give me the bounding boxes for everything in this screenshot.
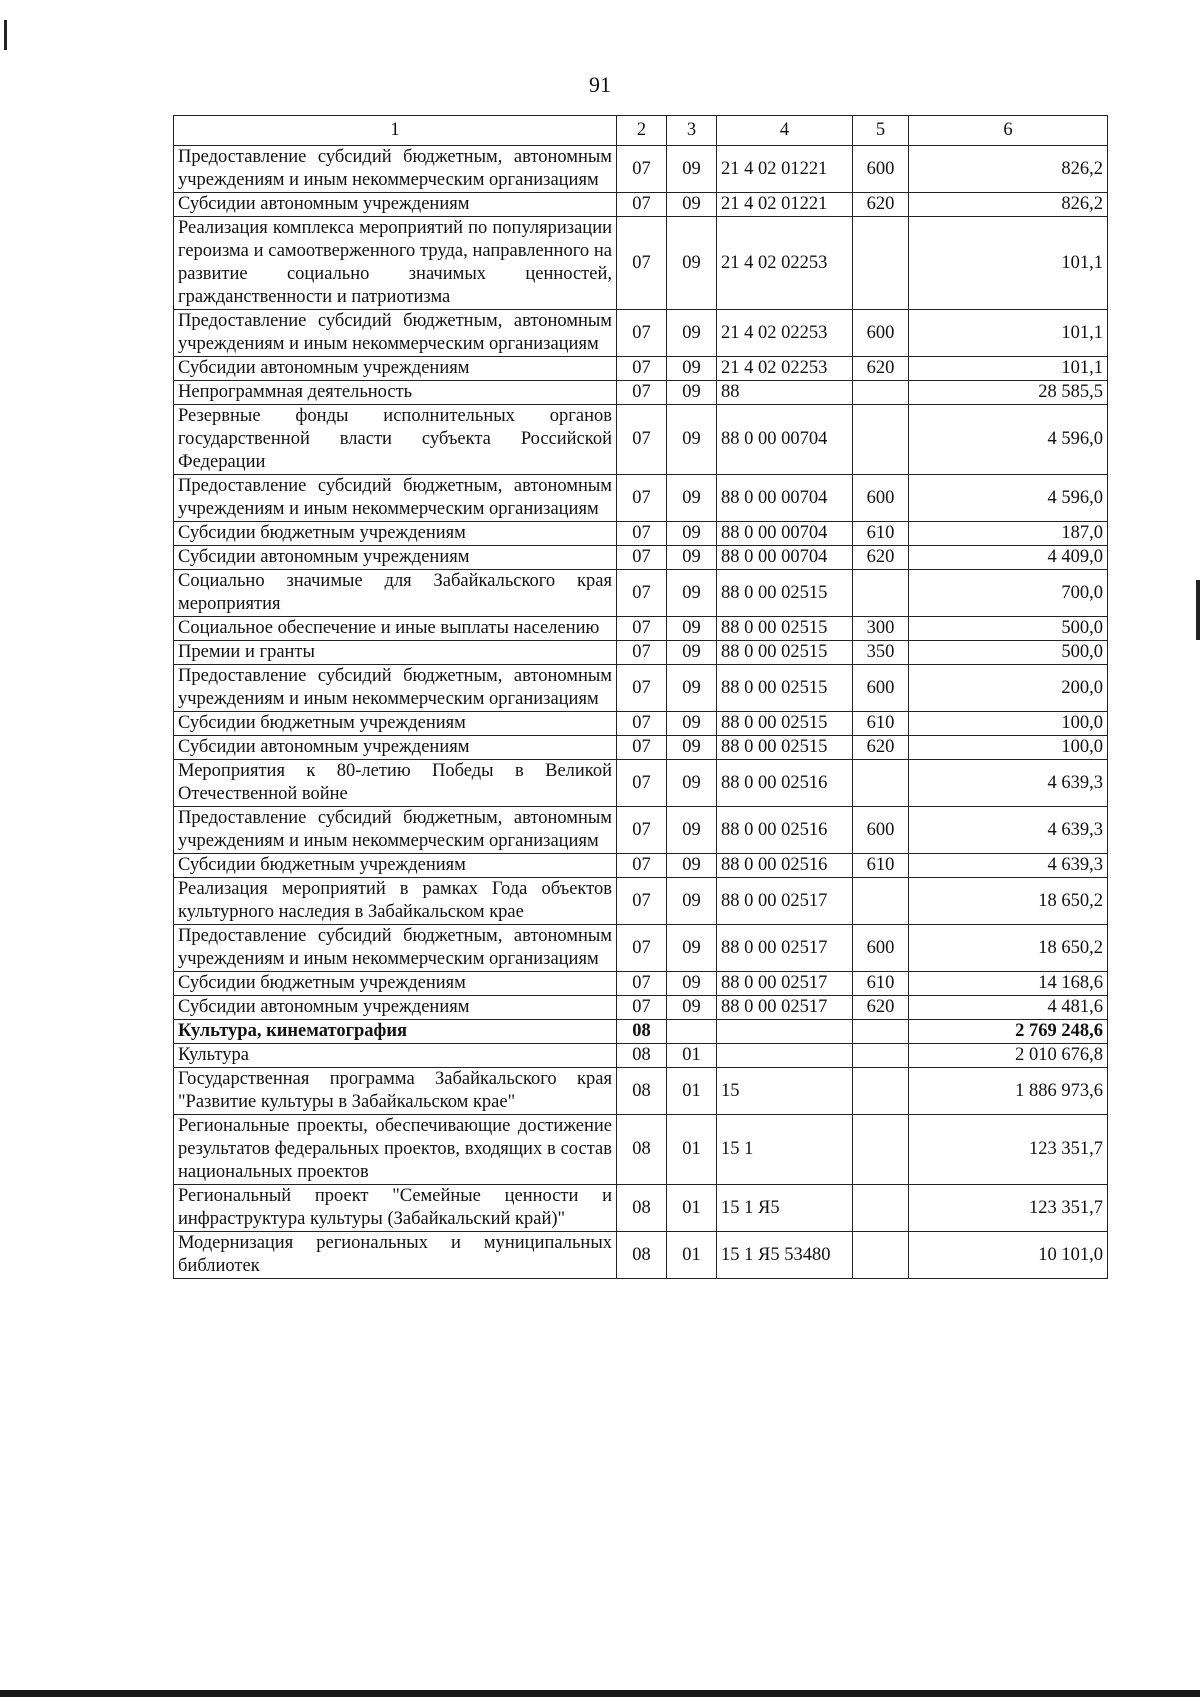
subsection-cell: 09 — [667, 146, 717, 193]
page-number: 91 — [589, 72, 611, 97]
table-row — [174, 925, 1108, 972]
row-name-cell: Предоставление субсидий бюджетным, автономным учреждениям и иным некоммерческим организациям — [174, 807, 617, 854]
table-row — [174, 522, 1108, 546]
target-article-cell: 88 0 00 02517 — [717, 925, 853, 972]
expense-type-cell: 600 — [853, 310, 909, 357]
amount-cell: 101,1 — [909, 217, 1108, 310]
amount-cell: 4 596,0 — [909, 405, 1108, 475]
amount-cell: 500,0 — [909, 641, 1108, 665]
section-cell: 07 — [617, 193, 667, 217]
amount-cell: 100,0 — [909, 736, 1108, 760]
expense-type-cell — [853, 1185, 909, 1232]
header-col-4: 4 — [717, 116, 853, 146]
expense-type-cell: 600 — [853, 807, 909, 854]
subsection-cell: 09 — [667, 357, 717, 381]
section-cell: 07 — [617, 522, 667, 546]
expense-type-cell — [853, 1115, 909, 1185]
target-article-cell: 15 1 Я5 — [717, 1185, 853, 1232]
subsection-cell: 09 — [667, 972, 717, 996]
target-article-cell: 88 — [717, 381, 853, 405]
section-cell: 07 — [617, 878, 667, 925]
subsection-cell: 09 — [667, 925, 717, 972]
expense-type-cell: 610 — [853, 972, 909, 996]
scan-mark — [4, 20, 7, 50]
subsection-cell: 09 — [667, 310, 717, 357]
expense-type-cell: 620 — [853, 546, 909, 570]
subsection-cell: 09 — [667, 760, 717, 807]
table-row — [174, 1020, 1108, 1044]
target-article-cell: 88 0 00 02515 — [717, 641, 853, 665]
row-name-cell: Региональный проект "Семейные ценности и инфраструктура культуры (Забайкальский край)" — [174, 1185, 617, 1232]
amount-cell: 28 585,5 — [909, 381, 1108, 405]
amount-cell: 700,0 — [909, 570, 1108, 617]
expense-type-cell — [853, 405, 909, 475]
header-col-1: 1 — [174, 116, 617, 146]
row-name-cell: Государственная программа Забайкальского края "Развитие культуры в Забайкальском крае" — [174, 1068, 617, 1115]
expense-type-cell: 600 — [853, 665, 909, 712]
section-cell: 08 — [617, 1185, 667, 1232]
section-cell: 07 — [617, 807, 667, 854]
expense-type-cell — [853, 570, 909, 617]
subsection-cell: 09 — [667, 996, 717, 1020]
section-cell: 08 — [617, 1044, 667, 1068]
subsection-cell: 09 — [667, 405, 717, 475]
table-row — [174, 570, 1108, 617]
row-name-cell: Региональные проекты, обеспечивающие достижение результатов федеральных проектов, входящих в состав национальных проектов — [174, 1115, 617, 1185]
subsection-cell: 09 — [667, 546, 717, 570]
section-cell: 07 — [617, 475, 667, 522]
row-name-cell: Субсидии автономным учреждениям — [174, 736, 617, 760]
header-col-5: 5 — [853, 116, 909, 146]
target-article-cell: 15 1 Я5 53480 — [717, 1232, 853, 1279]
section-cell: 07 — [617, 146, 667, 193]
table-row — [174, 357, 1108, 381]
expense-type-cell — [853, 217, 909, 310]
expense-type-cell: 620 — [853, 357, 909, 381]
row-name-cell: Субсидии бюджетным учреждениям — [174, 972, 617, 996]
target-article-cell: 88 0 00 00704 — [717, 522, 853, 546]
budget-table — [173, 115, 1108, 1279]
section-cell: 07 — [617, 665, 667, 712]
section-cell: 07 — [617, 310, 667, 357]
table-row — [174, 665, 1108, 712]
row-name-cell: Социально значимые для Забайкальского края мероприятия — [174, 570, 617, 617]
header-col-6: 6 — [909, 116, 1108, 146]
section-cell: 07 — [617, 570, 667, 617]
expense-type-cell: 600 — [853, 925, 909, 972]
row-name-cell: Резервные фонды исполнительных органов государственной власти субъекта Российской Федерации — [174, 405, 617, 475]
amount-cell: 101,1 — [909, 357, 1108, 381]
amount-cell: 10 101,0 — [909, 1232, 1108, 1279]
subsection-cell: 09 — [667, 712, 717, 736]
table-row — [174, 546, 1108, 570]
expense-type-cell: 600 — [853, 146, 909, 193]
row-name-cell: Субсидии автономным учреждениям — [174, 357, 617, 381]
table-row — [174, 878, 1108, 925]
subsection-cell: 09 — [667, 878, 717, 925]
table-row — [174, 1232, 1108, 1279]
section-cell: 08 — [617, 1232, 667, 1279]
row-name-cell: Субсидии бюджетным учреждениям — [174, 522, 617, 546]
target-article-cell: 88 0 00 02517 — [717, 996, 853, 1020]
amount-cell: 500,0 — [909, 617, 1108, 641]
row-name-cell: Предоставление субсидий бюджетным, автономным учреждениям и иным некоммерческим организациям — [174, 665, 617, 712]
amount-cell: 14 168,6 — [909, 972, 1108, 996]
section-cell: 07 — [617, 217, 667, 310]
amount-cell: 2 769 248,6 — [909, 1020, 1108, 1044]
expense-type-cell — [853, 1232, 909, 1279]
target-article-cell: 21 4 02 02253 — [717, 217, 853, 310]
table-row — [174, 1115, 1108, 1185]
table-row — [174, 217, 1108, 310]
row-name-cell: Субсидии автономным учреждениям — [174, 546, 617, 570]
expense-type-cell: 350 — [853, 641, 909, 665]
table-row — [174, 1068, 1108, 1115]
header-col-3: 3 — [667, 116, 717, 146]
section-cell: 07 — [617, 854, 667, 878]
subsection-cell: 09 — [667, 617, 717, 641]
table-row — [174, 641, 1108, 665]
amount-cell: 4 639,3 — [909, 854, 1108, 878]
section-cell: 07 — [617, 972, 667, 996]
table-row — [174, 405, 1108, 475]
subsection-cell: 01 — [667, 1044, 717, 1068]
amount-cell: 4 409,0 — [909, 546, 1108, 570]
amount-cell: 187,0 — [909, 522, 1108, 546]
table-row — [174, 381, 1108, 405]
section-cell: 07 — [617, 641, 667, 665]
amount-cell: 826,2 — [909, 193, 1108, 217]
target-article-cell: 15 1 — [717, 1115, 853, 1185]
row-name-cell: Модернизация региональных и муниципальных библиотек — [174, 1232, 617, 1279]
table-row — [174, 996, 1108, 1020]
section-cell: 07 — [617, 381, 667, 405]
table-row — [174, 193, 1108, 217]
subsection-cell: 09 — [667, 381, 717, 405]
target-article-cell: 88 0 00 02516 — [717, 760, 853, 807]
amount-cell: 4 481,6 — [909, 996, 1108, 1020]
section-cell: 07 — [617, 357, 667, 381]
row-name-cell: Непрограммная деятельность — [174, 381, 617, 405]
amount-cell: 100,0 — [909, 712, 1108, 736]
table-row — [174, 617, 1108, 641]
expense-type-cell — [853, 760, 909, 807]
row-name-cell: Социальное обеспечение и иные выплаты населению — [174, 617, 617, 641]
row-name-cell: Мероприятия к 80-летию Победы в Великой Отечественной войне — [174, 760, 617, 807]
target-article-cell: 15 — [717, 1068, 853, 1115]
table-row — [174, 1185, 1108, 1232]
target-article-cell: 88 0 00 02517 — [717, 972, 853, 996]
target-article-cell: 21 4 02 01221 — [717, 193, 853, 217]
expense-type-cell — [853, 1020, 909, 1044]
scan-border — [0, 1690, 1200, 1697]
section-cell: 07 — [617, 760, 667, 807]
table-row — [174, 760, 1108, 807]
expense-type-cell: 610 — [853, 522, 909, 546]
target-article-cell: 21 4 02 01221 — [717, 146, 853, 193]
row-name-cell: Субсидии бюджетным учреждениям — [174, 854, 617, 878]
row-name-cell: Реализация комплекса мероприятий по популяризации героизма и самоотверженного труда, направленного на развитие социально значимых ценностей, гражданственности и патриотизма — [174, 217, 617, 310]
subsection-cell: 01 — [667, 1232, 717, 1279]
row-name-cell: Реализация мероприятий в рамках Года объектов культурного наследия в Забайкальском крае — [174, 878, 617, 925]
amount-cell: 18 650,2 — [909, 878, 1108, 925]
section-cell: 07 — [617, 925, 667, 972]
subsection-cell: 09 — [667, 807, 717, 854]
subsection-cell — [667, 1020, 717, 1044]
amount-cell: 2 010 676,8 — [909, 1044, 1108, 1068]
target-article-cell: 88 0 00 00704 — [717, 475, 853, 522]
target-article-cell: 88 0 00 02516 — [717, 807, 853, 854]
target-article-cell — [717, 1020, 853, 1044]
table-row — [174, 1044, 1108, 1068]
amount-cell: 1 886 973,6 — [909, 1068, 1108, 1115]
table-header — [174, 116, 1108, 146]
expense-type-cell: 600 — [853, 475, 909, 522]
expense-type-cell — [853, 1044, 909, 1068]
subsection-cell: 09 — [667, 570, 717, 617]
section-cell: 07 — [617, 996, 667, 1020]
section-cell: 08 — [617, 1115, 667, 1185]
subsection-cell: 09 — [667, 736, 717, 760]
target-article-cell: 88 0 00 02515 — [717, 736, 853, 760]
amount-cell: 4 596,0 — [909, 475, 1108, 522]
subsection-cell: 01 — [667, 1115, 717, 1185]
target-article-cell: 88 0 00 02515 — [717, 712, 853, 736]
subsection-cell: 01 — [667, 1185, 717, 1232]
section-cell: 07 — [617, 617, 667, 641]
section-cell: 08 — [617, 1020, 667, 1044]
amount-cell: 200,0 — [909, 665, 1108, 712]
row-name-cell: Премии и гранты — [174, 641, 617, 665]
section-cell: 07 — [617, 405, 667, 475]
table-row — [174, 475, 1108, 522]
target-article-cell: 88 0 00 02516 — [717, 854, 853, 878]
table-row — [174, 310, 1108, 357]
subsection-cell: 09 — [667, 193, 717, 217]
expense-type-cell: 620 — [853, 193, 909, 217]
table-row — [174, 736, 1108, 760]
subsection-cell: 09 — [667, 854, 717, 878]
table-row — [174, 854, 1108, 878]
row-name-cell: Культура — [174, 1044, 617, 1068]
target-article-cell: 88 0 00 00704 — [717, 546, 853, 570]
target-article-cell: 21 4 02 02253 — [717, 357, 853, 381]
table-row — [174, 972, 1108, 996]
expense-type-cell: 620 — [853, 996, 909, 1020]
target-article-cell: 88 0 00 02515 — [717, 617, 853, 641]
table-row — [174, 712, 1108, 736]
expense-type-cell: 300 — [853, 617, 909, 641]
row-name-cell: Субсидии автономным учреждениям — [174, 193, 617, 217]
row-name-cell: Предоставление субсидий бюджетным, автономным учреждениям и иным некоммерческим организациям — [174, 310, 617, 357]
target-article-cell: 88 0 00 00704 — [717, 405, 853, 475]
table-row — [174, 146, 1108, 193]
subsection-cell: 01 — [667, 1068, 717, 1115]
expense-type-cell — [853, 878, 909, 925]
amount-cell: 18 650,2 — [909, 925, 1108, 972]
amount-cell: 101,1 — [909, 310, 1108, 357]
section-cell: 08 — [617, 1068, 667, 1115]
row-name-cell: Культура, кинематография — [174, 1020, 617, 1044]
subsection-cell: 09 — [667, 475, 717, 522]
row-name-cell: Предоставление субсидий бюджетным, автономным учреждениям и иным некоммерческим организациям — [174, 146, 617, 193]
amount-cell: 826,2 — [909, 146, 1108, 193]
amount-cell: 4 639,3 — [909, 760, 1108, 807]
expense-type-cell: 620 — [853, 736, 909, 760]
row-name-cell: Субсидии автономным учреждениям — [174, 996, 617, 1020]
subsection-cell: 09 — [667, 665, 717, 712]
amount-cell: 123 351,7 — [909, 1185, 1108, 1232]
section-cell: 07 — [617, 546, 667, 570]
section-cell: 07 — [617, 736, 667, 760]
expense-type-cell — [853, 381, 909, 405]
target-article-cell: 88 0 00 02515 — [717, 665, 853, 712]
amount-cell: 4 639,3 — [909, 807, 1108, 854]
section-cell: 07 — [617, 712, 667, 736]
header-col-2: 2 — [617, 116, 667, 146]
expense-type-cell: 610 — [853, 712, 909, 736]
subsection-cell: 09 — [667, 217, 717, 310]
target-article-cell: 88 0 00 02515 — [717, 570, 853, 617]
row-name-cell: Предоставление субсидий бюджетным, автономным учреждениям и иным некоммерческим организациям — [174, 475, 617, 522]
amount-cell: 123 351,7 — [909, 1115, 1108, 1185]
row-name-cell: Предоставление субсидий бюджетным, автономным учреждениям и иным некоммерческим организациям — [174, 925, 617, 972]
target-article-cell — [717, 1044, 853, 1068]
expense-type-cell: 610 — [853, 854, 909, 878]
scan-mark — [1196, 580, 1200, 640]
subsection-cell: 09 — [667, 641, 717, 665]
table-body — [174, 146, 1108, 1279]
expense-type-cell — [853, 1068, 909, 1115]
target-article-cell: 88 0 00 02517 — [717, 878, 853, 925]
table-row — [174, 807, 1108, 854]
target-article-cell: 21 4 02 02253 — [717, 310, 853, 357]
row-name-cell: Субсидии бюджетным учреждениям — [174, 712, 617, 736]
subsection-cell: 09 — [667, 522, 717, 546]
